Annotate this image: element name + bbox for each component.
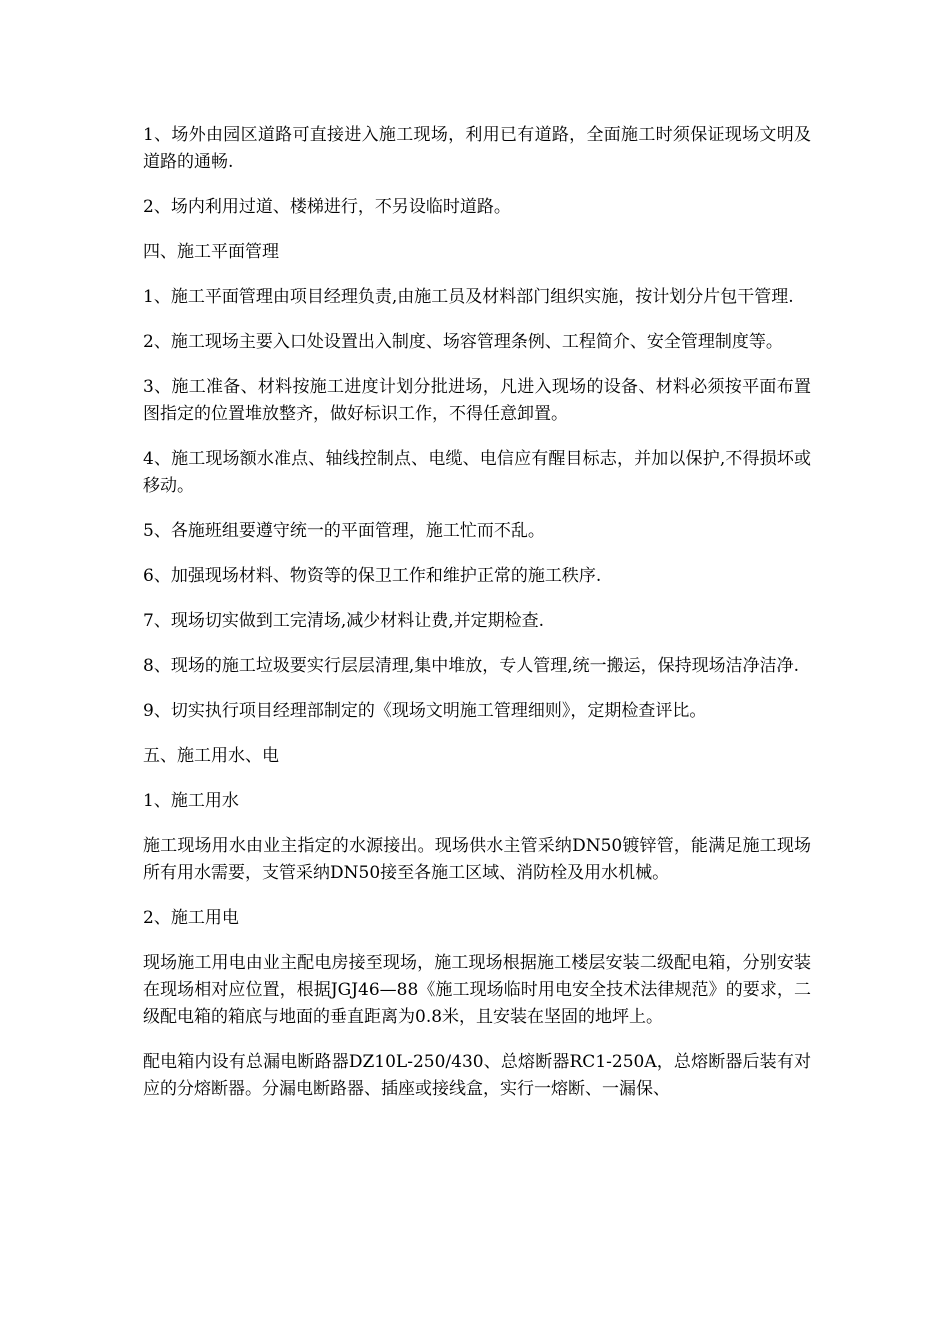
paragraph-plane-management-6: 6、加强现场材料、物资等的保卫工作和维护正常的施工秩序. [143,566,602,586]
subheading-electricity: 2、施工用电 [143,908,239,928]
paragraph-plane-management-4: 4、施工现场额水准点、轴线控制点、电缆、电信应有醒目标志，并加以保护,不得损坏或移动。 [143,449,811,496]
paragraph-plane-management-8: 8、现场的施工垃圾要实行层层清理,集中堆放，专人管理,统一搬运，保持现场洁净洁净. [143,656,800,676]
paragraph-plane-management-3: 3、施工准备、材料按施工进度计划分批进场，凡进入现场的设备、材料必须按平面布置图指定的位置堆放整齐，做好标识工作，不得任意卸置。 [143,377,811,424]
document-page [143,122,811,1121]
subheading-water: 1、施工用水 [143,791,239,811]
section-heading-plane-management: 四、施工平面管理 [143,242,279,262]
paragraph-plane-management-1: 1、施工平面管理由项目经理负责,由施工员及材料部门组织实施，按计划分片包干管理. [143,287,794,307]
paragraph-distribution-box: 配电箱内设有总漏电断路器DZ10L-250/430、总熔断器RC1-250A，总熔断器后装有对应的分熔断器。分漏电断路器、插座或接线盒，实行一熔断、一漏保、 [143,1052,811,1099]
paragraph-plane-management-9: 9、切实执行项目经理部制定的《现场文明施工管理细则》，定期检查评比。 [143,701,707,721]
paragraph-electricity-supply: 现场施工用电由业主配电房接至现场，施工现场根据施工楼层安装二级配电箱，分别安装在现场相对应位置，根据JGJ46—88《施工现场临时用电安全技术法律规范》的要求，二级配电箱的箱底与地面的垂直距离为0.8米，且安装在坚固的地坪上。 [143,953,811,1027]
paragraph-plane-management-2: 2、施工现场主要入口处设置出入制度、场容管理条例、工程简介、安全管理制度等。 [143,332,783,352]
paragraph-plane-management-5: 5、各施班组要遵守统一的平面管理，施工忙而不乱。 [143,521,545,541]
paragraph-plane-management-7: 7、现场切实做到工完清场,减少材料让费,并定期检查. [143,611,545,631]
paragraph-water-supply: 施工现场用水由业主指定的水源接出。现场供水主管采纳DN50镀锌管，能满足施工现场所有用水需要，支管采纳DN50接至各施工区域、消防栓及用水机械。 [143,836,811,883]
paragraph-site-external-road: 1、场外由园区道路可直接进入施工现场，利用已有道路，全面施工时须保证现场文明及道路的通畅. [143,125,811,172]
paragraph-site-internal-road: 2、场内利用过道、楼梯进行，不另设临时道路。 [143,197,511,217]
section-heading-water-electricity: 五、施工用水、电 [143,746,279,766]
